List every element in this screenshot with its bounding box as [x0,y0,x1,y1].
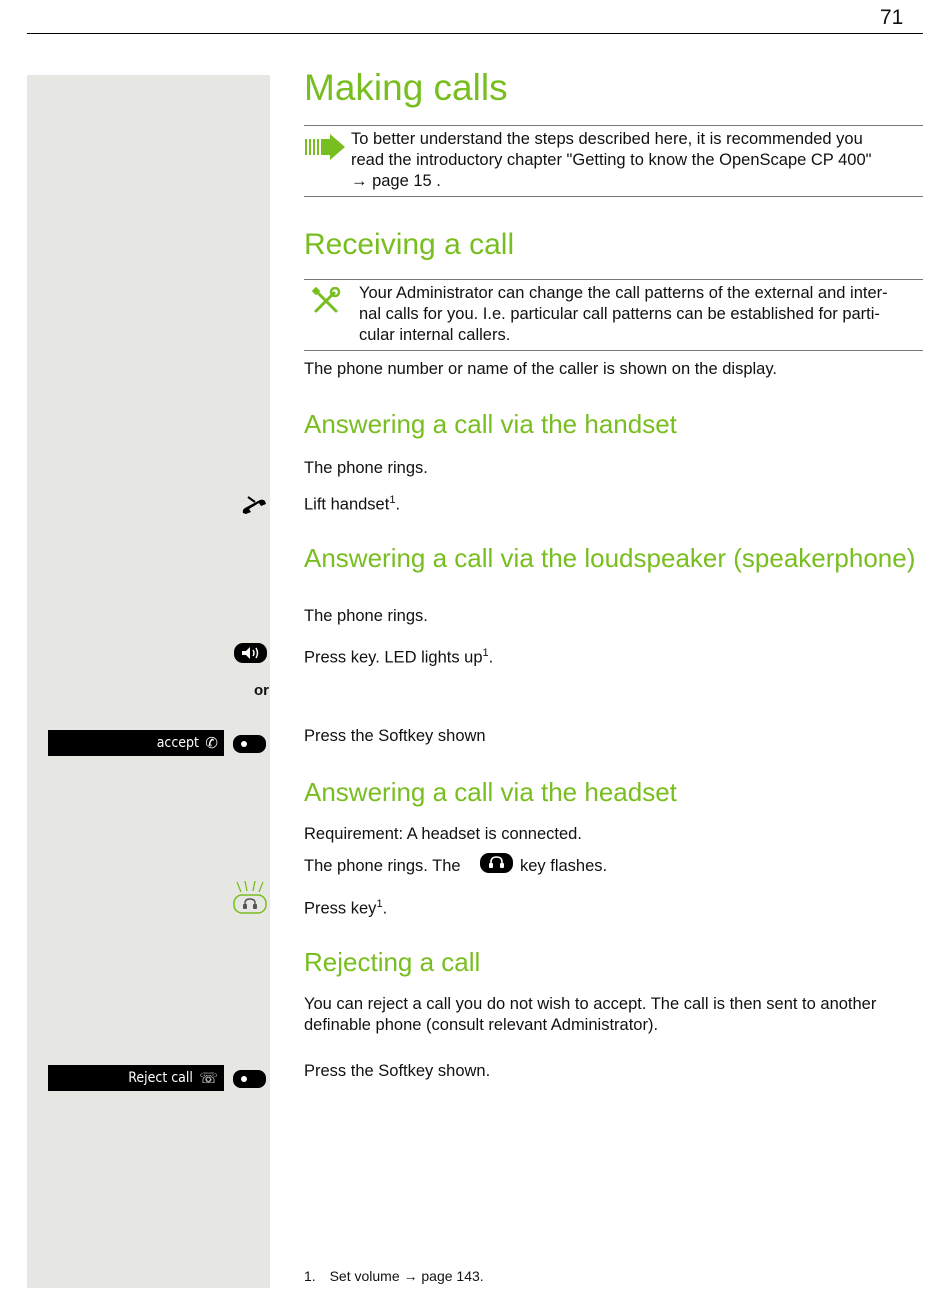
sidebar-column [27,75,270,1288]
intro-note [351,129,923,192]
speaker-press-end: . [488,648,494,667]
headset-press-label: Press key [304,899,377,918]
admin-note-line: nal calls for you. I.e. particular call patterns can be established for parti- [359,305,880,323]
admin-note [359,283,923,346]
footnote-number: 1. [304,1268,316,1284]
reject-softkey-label: Reject call [128,1070,194,1086]
reject-softkey-text: Press the Softkey shown. [304,1062,491,1080]
reject-handset-icon: ☏ [199,1069,218,1087]
headset-press-end: . [382,899,388,918]
headset-press-text [304,894,387,920]
softkey-button-icon[interactable] [233,1070,266,1088]
reject-description-line: definable phone (consult relevant Administrator). [304,1016,659,1034]
admin-note-line: cular internal callers. [359,326,511,344]
header-rule [27,33,923,34]
tools-icon [312,287,342,315]
note-rule-bottom [304,196,923,197]
footnote-text: Set volume → page 143. [329,1268,484,1284]
note-rule-top [304,125,923,126]
speaker-rings-text: The phone rings. [304,607,428,625]
footnote [304,1268,484,1284]
lift-handset-end: . [395,495,401,514]
handset-icon: ✆ [205,734,218,752]
speaker-key-icon[interactable] [234,643,267,663]
lift-handset-label: Lift handset [304,495,390,514]
headset-rings-text: The phone rings. The [304,857,461,875]
footnote-ref: 1 [482,647,489,659]
section-heading-speaker: Answering a call via the loudspeaker (speakerphone) [304,543,916,573]
section-heading-reject: Rejecting a call [304,947,481,977]
reject-call-softkey[interactable] [48,1065,224,1091]
caller-display-text: The phone number or name of the caller is shown on the display. [304,360,777,378]
arrow-note-icon [304,134,346,160]
or-label: or [254,682,269,699]
lift-handset-icon [240,494,268,516]
section-heading-receiving: Receiving a call [304,228,515,261]
page-title: Making calls [304,67,508,108]
accept-softkey[interactable] [48,730,224,756]
headset-key-flashing-icon[interactable] [232,880,268,916]
admin-note-rule-bottom [304,350,923,351]
section-heading-handset: Answering a call via the handset [304,409,677,439]
headset-flashes-text: key flashes. [520,857,608,875]
footnote-ref: 1 [389,494,396,506]
admin-note-line: Your Administrator can change the call patterns of the external and inter- [359,284,888,302]
page-number: 71 [880,6,904,29]
intro-note-line: read the introductory chapter "Getting to know the OpenScape CP 400" [351,151,872,169]
accept-softkey-label: accept [157,735,200,751]
headset-requirement-text: Requirement: A headset is connected. [304,825,582,843]
speaker-press-label: Press key. LED lights up [304,648,483,667]
intro-note-line: To better understand the steps described here, it is recommended you [351,130,863,148]
intro-note-link[interactable]: → page 15 . [351,172,441,190]
reject-description-line: You can reject a call you do not wish to accept. The call is then sent to another [304,995,877,1013]
handset-rings-text: The phone rings. [304,459,428,477]
reject-description [304,994,923,1036]
section-heading-headset: Answering a call via the headset [304,777,677,807]
admin-note-rule-top [304,279,923,280]
softkey-button-icon[interactable] [233,735,266,753]
accept-softkey-text: Press the Softkey shown [304,727,486,745]
footnote-ref: 1 [376,898,383,910]
headset-key-icon [480,853,513,873]
lift-handset-text [304,490,400,516]
speaker-press-text [304,643,493,669]
